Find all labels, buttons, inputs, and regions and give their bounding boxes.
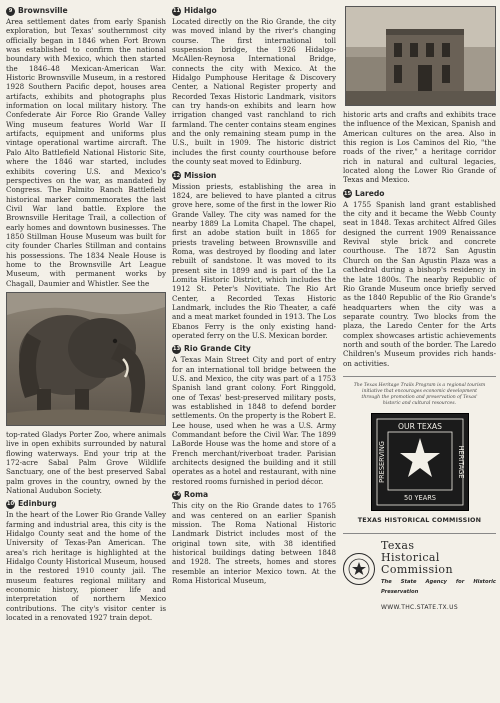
logo-text-block	[381, 540, 496, 597]
elephant-photo	[6, 292, 166, 426]
section-header	[172, 6, 336, 16]
section-header	[6, 6, 166, 16]
section-number-badge: 13	[172, 346, 181, 353]
section-brownsville-continued	[6, 430, 166, 495]
section-number-badge: 14	[172, 492, 181, 499]
section-rio-grande-city	[172, 344, 336, 486]
section-number-badge: 9	[6, 7, 15, 16]
program-note: The Texas Heritage Trails Program is a regional tourism initiative that encourages economic development through the promotion and preservation of Texas' historic and cultural resources.	[353, 382, 486, 406]
section-text: Area settlement dates from early Spanish exploration, but Texas' southernmost city officially began in 1846 when Fort Brown was established to confirm the national boundary with Mexico, which then started the 1846–48 Mexican-American War. Historic Brownsville Museum, in a restored 1928 Southern Pacific depot, houses area artifacts, exhibits and photographs plus information on local military history. The Confederate Air Force Rio Grande Valley Wing museum features World War II artifacts, equipment and uniforms plus vintage operational wartime aircraft. The Palo Alto Battlefield National Historic Site, where the 1846 war started, includes exhibits covering U.S. and Mexico's perspectives on the war, as mandated by Congress. The Palmito Ranch Battlefield historical marker commemorates the last Civil War land battle. Explore the Brownsville Heritage Trail, a collection of early homes and downtown businesses. The 1850 Stillman House Museum was built for city founder Charles Stillman and contains his possessions. The 1834 Neale House is home to the Brownsville Art League Museum, with permanent works by Chagall, Daumier and Whistler. See the	[6, 17, 166, 288]
section-number-badge: 11	[172, 8, 181, 14]
section-edinburg	[6, 499, 166, 622]
section-title: Mission	[184, 170, 217, 180]
section-title: Brownsville	[18, 6, 68, 15]
section-mission	[172, 171, 336, 341]
logo-line-1: Texas	[381, 539, 415, 553]
section-text: In the heart of the Lower Rio Grande Valley farming and industrial area, this city is the Hidalgo County seat and the home of the University of Texas-Pan American. The area's rich heritage is highlighted at the Hidalgo County Historical Museum, housed in the restored 1910 county jail. The museum features regional military and economic history, pioneer life and interpretation of northern Mexico contributions. The city's visitor center is located in a renovated 1927 train depot.	[6, 510, 166, 623]
section-text: Located directly on the Rio Grande, the city was moved inland by the river's changing course. The first international toll suspension bridge, the 1926 Hidalgo-McAllen-Reynosa International Bridge, connects the city with Mexico. At the Hidalgo Pumphouse Heritage & Discovery Center, a National Register property and Recorded Texas Historic Landmark, visitors can try hands-on exhibits and learn how irrigation changed vast ranchland to rich farmland. The center contains steam engines and the only remaining steam pump in the U.S., built in 1909. The historic district includes the first county courthouse before the county seat moved to Edinburg.	[172, 17, 336, 167]
section-text: This city on the Rio Grande dates to 1765 and was centered on an earlier Spanish mission. The Roma National Historic Landmark District includes most of the original town site, with 38 identified historical buildings dating between 1848 and 1928. The streets, homes and stores resemble an interior Mexico town. At the Roma Historical Museum,	[172, 501, 336, 585]
preserving-heritage-badge	[371, 413, 469, 511]
section-title: Laredo	[355, 188, 385, 198]
section-header	[172, 344, 336, 354]
section-text: top-rated Gladys Porter Zoo, where animals live in open exhibits surrounded by natural flowing waterways. End your trip at the 172-acre Sabal Palm Grove Wildlife Sanctuary, one of the best preserved Sabal palm groves in the country, owned by the National Audubon Society.	[6, 429, 166, 496]
divider	[343, 533, 496, 534]
badge-bottom-text: 50 YEARS	[403, 493, 436, 502]
section-roma-continued	[343, 110, 496, 185]
state-seal-icon	[343, 553, 375, 585]
column-left	[6, 6, 166, 703]
logo-line-3: Commission	[381, 563, 453, 577]
section-number-badge: 10	[6, 501, 15, 508]
badge-right-text: HERITAGE	[456, 445, 465, 479]
column-right	[343, 6, 496, 703]
section-number-badge: 12	[172, 172, 181, 179]
section-header	[343, 189, 496, 199]
logo-line-2: Historical	[381, 551, 440, 565]
column-middle	[172, 6, 336, 703]
section-laredo	[343, 189, 496, 368]
section-hidalgo	[172, 6, 336, 167]
star-icon	[400, 438, 440, 477]
section-roma	[172, 490, 336, 585]
thc-logo	[343, 540, 496, 597]
section-title: Edinburg	[18, 499, 57, 509]
badge-top-text: OUR TEXAS	[397, 421, 442, 431]
section-text: historic arts and crafts and exhibits trace the influence of the Mexican, Spanish and American cultures on the area. Also in this region is Los Caminos del Rio, "the roads of the river," a heritage corridor rich in natural and cultural legacies, located along the Lower Rio Grande of Texas and Mexico.	[343, 110, 496, 185]
section-brownsville	[6, 6, 166, 288]
divider	[343, 376, 496, 377]
logo-tagline: The State Agency for Historic Preservation	[381, 579, 496, 595]
website-url: WWW.THC.STATE.TX.US	[381, 603, 458, 611]
section-title: Roma	[184, 490, 209, 500]
section-text: Mission priests, establishing the area in 1824, are believed to have planted a citrus grove here, some of the first in the lower Rio Grande Valley. The city was named for the nearby 1889 La Lomita Chapel. The chapel, first an adobe station built in 1865 for priests traveling between Brownsville and Roma, was destroyed by flooding and later rebuilt of sandstone. It was moved to its present site in 1899 and is part of the La Lomita Historic District, which includes the 1912 St. Peter's Novitiate. The Rio Art Center, a Recorded Texas Historic Landmark, includes the Rio Theater, a café and a meat market founded in 1913. The Los Ebanos Ferry is the only existing hand-operated ferry on the U.S. Mexican border.	[172, 181, 336, 340]
section-header	[172, 490, 336, 500]
section-text: A Texas Main Street City and port of entry for an international toll bridge between the U.S. and Mexico, the city was part of a 1753 Spanish land grant colony. Fort Ringgold, one of Texas' best-preserved military posts, was established in 1848 to defend border settlements. On the property is the Robert E. Lee house, used when he was a U.S. Army Commandant before the Civil War. The 1899 LaBorde House was the home and store of a French merchant/riverboat trader. Parisian architects designed the building and it still operates as a hotel and restaurant, with nine restored rooms furnished in period décor.	[172, 355, 336, 486]
section-title: Hidalgo	[184, 6, 217, 15]
section-text: A 1755 Spanish land grant established the city and it became the Webb County seat in 1848. Texas architect Alfred Giles designed the current 1909 Renaissance Revival style brick and concrete courthouse. The 1872 San Agustin Church on the San Agustin Plaza was a cathedral during a bishop's residency in the late 1800s. The nearby Republic of Rio Grande Museum once briefly served as the 1840 Republic of the Rio Grande's headquarters when the city was a separate country. Two blocks from the plaza, the Laredo Center for the Arts complex showcases artistic achievements north and south of the border. The Laredo Children's Museum provides rich hands-on activities.	[343, 199, 496, 368]
section-title: Rio Grande City	[184, 344, 251, 354]
section-header	[6, 499, 166, 509]
historic-building-photo	[345, 6, 496, 106]
commission-line: TEXAS HISTORICAL COMMISSION	[357, 515, 482, 524]
badge-left-text: PRESERVING	[377, 441, 386, 483]
section-header	[172, 171, 336, 181]
section-number-badge: 15	[343, 190, 352, 197]
